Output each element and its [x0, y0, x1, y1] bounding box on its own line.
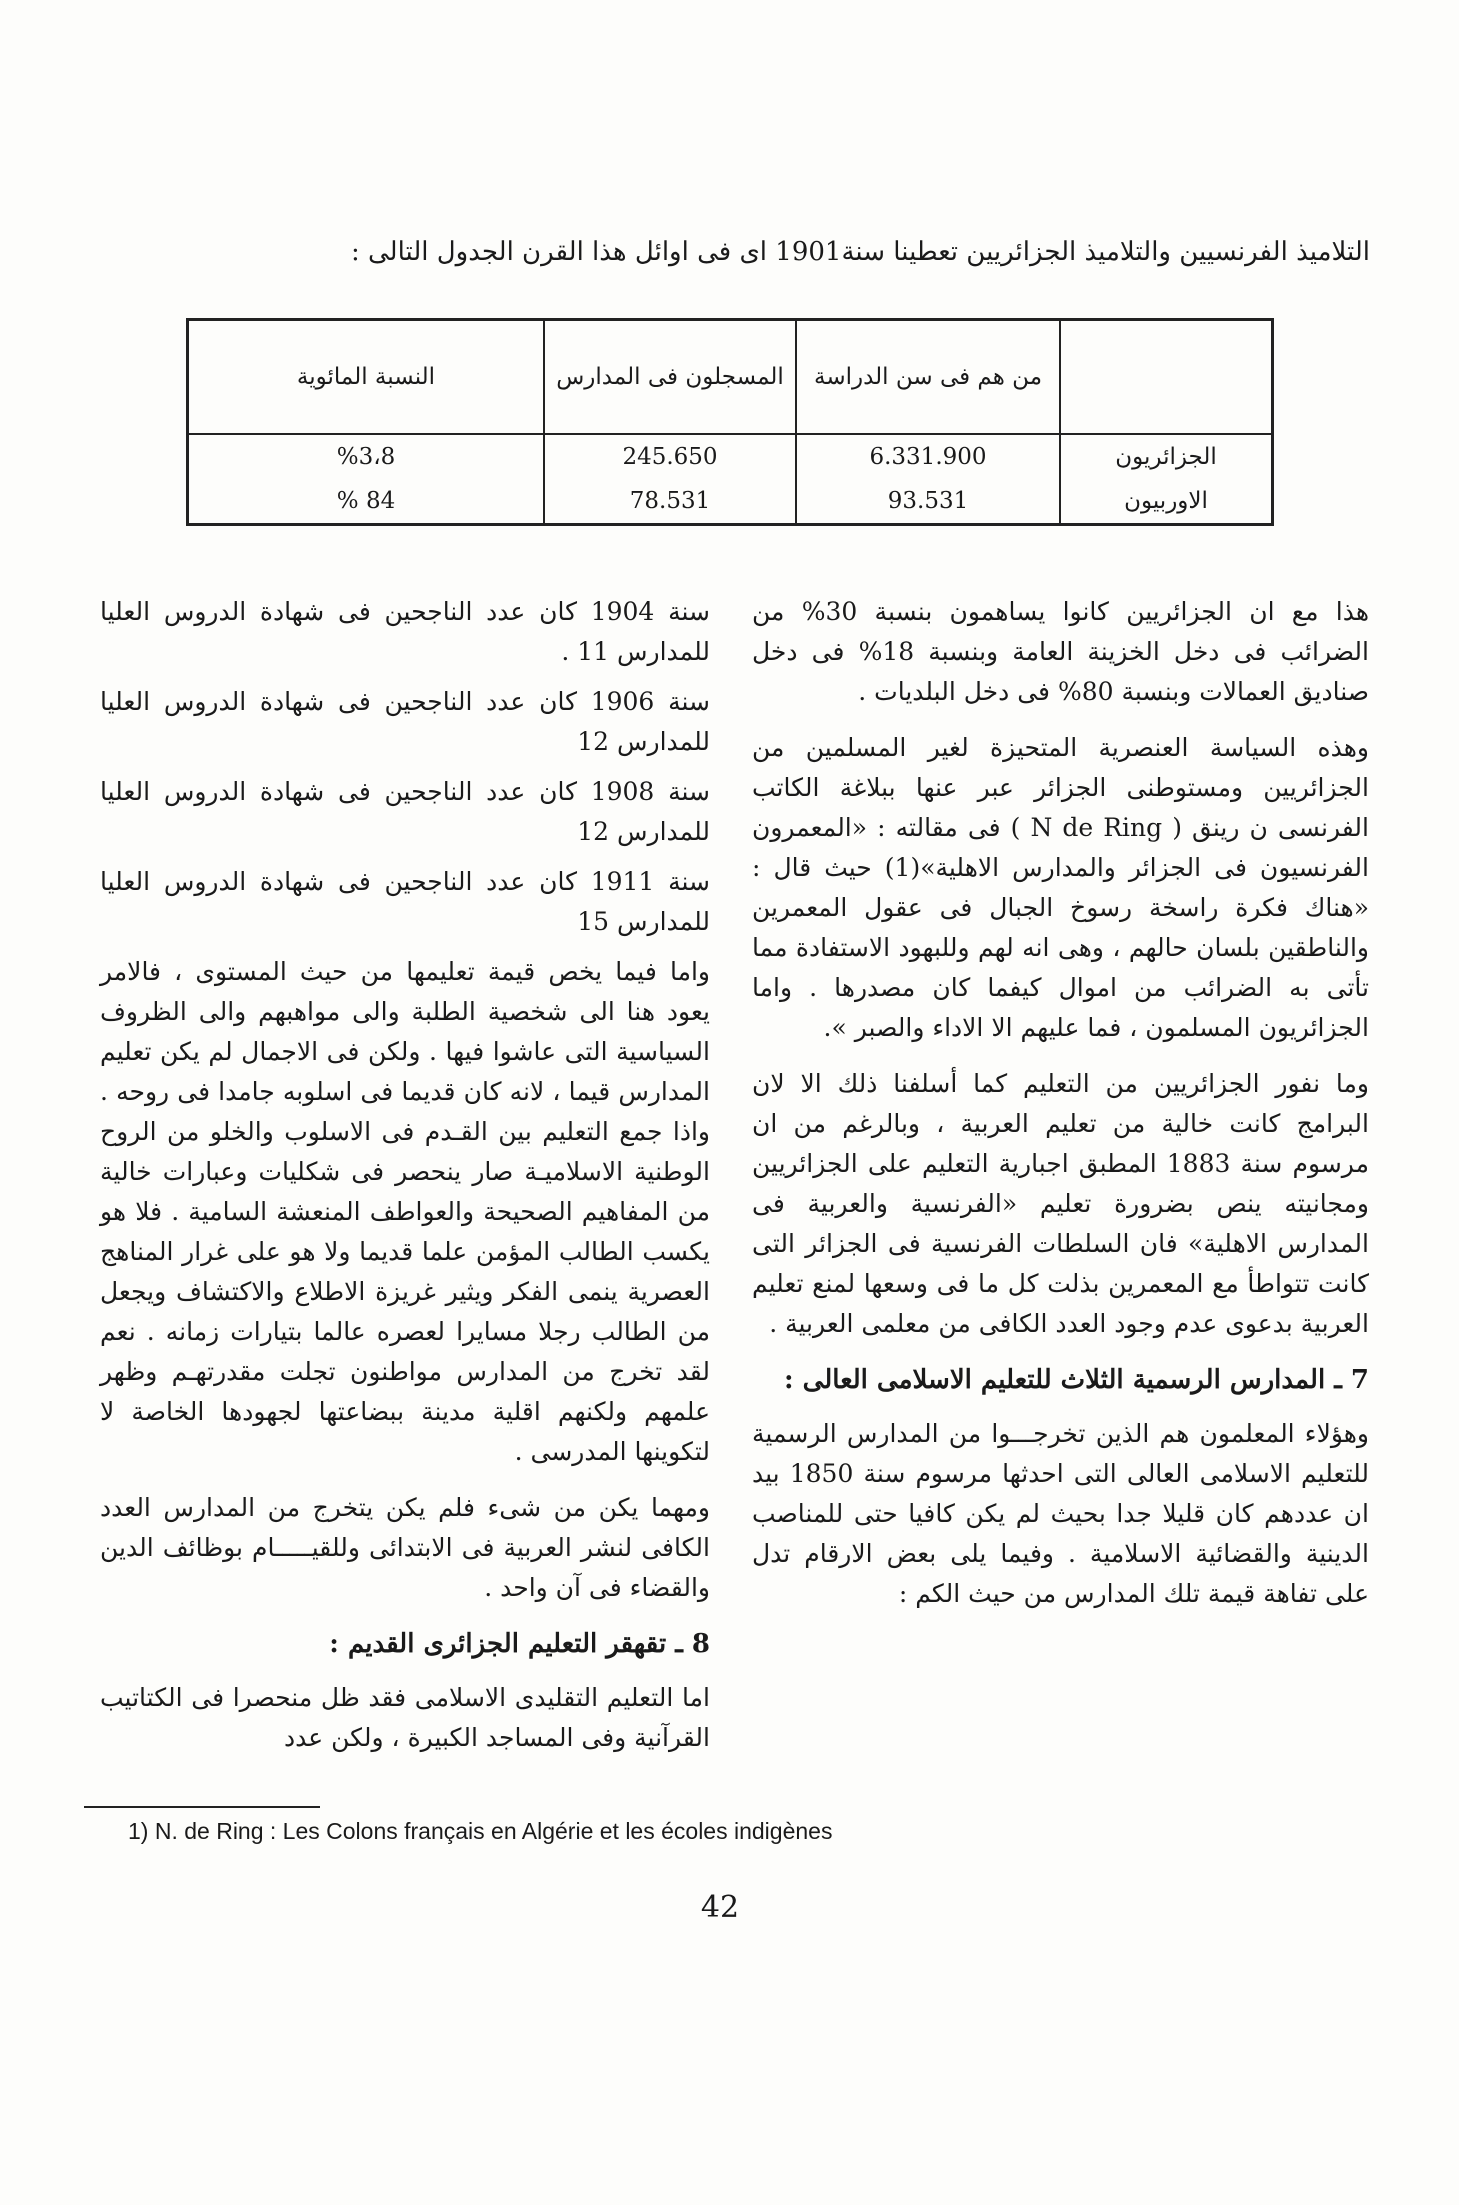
table-header-school-age: من هم فى سن الدراسة [796, 320, 1060, 435]
table-cell-percentage: %3،8 [188, 434, 545, 479]
list-item: سنة 1904 كان عدد الناجحين فى شهادة الدروس العليا للمدارس 11 . [100, 597, 710, 666]
paragraph: وهؤلاء المعلمون هم الذين تخرجـــوا من المدارس الرسمية للتعليم الاسلامى العالى التى احدثها مرسوم سنة 1850 بيد ان عددهم كان قليلا جدا بحيث لم يكن كافيا حتى للمناصب الدينية والقضائية الاسلامية . وفيما يلى بعض الارقام تدل على تفاهة قيمة تلك المدارس من حيث الكم : [752, 1419, 1370, 1608]
enrollment-table [186, 318, 1274, 526]
paragraph: وهذه السياسة العنصرية المتحيزة لغير المسلمين من الجزائريين ومستوطنى الجزائر عبر عنها ببلاغة الكاتب الفرنسى ن رينق ( N de Ring ) فى مقالته : «المعمرون الفرنسيون فى الجزائر والمدارس الاهلية»(1) حيث قال : «هناك فكرة راسخة رسوخ الجبال فى عقول المعمرين والناطقين بلسان حالهم ، وهى انه لهم وللبهود الاستفادة مما تأتى به الضرائب من اموال كيفما كان مصدرها . واما الجزائريون المسلمون ، فما عليهم الا الاداء والصبر ». [752, 733, 1369, 1042]
left-column [100, 592, 710, 1774]
table-header-percentage: النسبة المائوية [188, 320, 545, 435]
table-row [188, 479, 1273, 525]
table-header-enrolled: المسجلون فى المدارس [544, 320, 796, 435]
paragraph: اما التعليم التقليدى الاسلامى فقد ظل منحصرا فى الكتاتيب القرآنية وفى المساجد الكبيرة ، ولكن عدد [100, 1683, 710, 1752]
table-cell-group: الجزائريون [1060, 434, 1273, 479]
table-cell-enrolled: 245.650 [544, 434, 796, 479]
right-column [752, 592, 1369, 1630]
section-heading-7: 7 ـ المدارس الرسمية الثلاث للتعليم الاسلامى العالى : [784, 1365, 1369, 1395]
intro-line: التلاميذ الفرنسيين والتلاميذ الجزائريين تعطينا سنة1901 اى فى اوائل هذا القرن الجدول التالى : [350, 237, 1370, 267]
paragraph: هذا مع ان الجزائريين كانوا يساهمون بنسبة 30% من الضرائب فى دخل الخزينة العامة وبنسبة 18% فى دخل صناديق العمالات وبنسبة 80% فى دخل البلديات . [752, 597, 1370, 706]
paragraph: واما فيما يخص قيمة تعليمها من حيث المستوى ، فالامر يعود هنا الى شخصية الطلبة والى مواهبهم والى الظروف السياسية التى عاشوا فيها . ولكن فى الاجمال لم يكن تعليم المدارس قيما ، لانه كان قديما فى اسلوبه جامدا فى روحه . واذا جمع التعليم بين القـدم فى الاسلوب والخلو من الروح الوطنية الاسلاميـة صار ينحصر فى شكليات وعبارات خالية من المفاهيم الصحيحة والعواطف المنعشة السامية . فلا هو يكسب الطالب المؤمن علما قديما ولا هو على غرار المناهج العصرية ينمى الفكر ويثير غريزة الاطلاع والاكتشاف ويجعل من الطالب رجلا مسايرا لعصره عالما بتيارات زمانه . نعم لقد تخرج من المدارس مواطنون تجلت مقدرتهـم وظهر علمهم ولكنهم اقلية مدينة ببضاعتها لجهودها الخاصة لا لتكوينها المدرسى . [100, 957, 710, 1466]
list-item: سنة 1906 كان عدد الناجحين فى شهادة الدروس العليا للمدارس 12 [100, 687, 710, 756]
table-cell-enrolled: 78.531 [544, 479, 796, 525]
page-number: 42 [700, 1890, 740, 1925]
table-cell-group: الاوربيون [1060, 479, 1273, 525]
table-cell-school-age: 93.531 [796, 479, 1060, 525]
list-item: سنة 1911 كان عدد الناجحين فى شهادة الدروس العليا للمدارس 15 [100, 867, 710, 936]
footnote: 1) N. de Ring : Les Colons français en Algérie et les écoles indigènes [128, 1818, 833, 1844]
paragraph: وما نفور الجزائريين من التعليم كما أسلفنا ذلك الا لان البرامج كانت خالية من تعليم العربية ، وبالرغم من ان مرسوم سنة 1883 المطبق اجبارية التعليم على الجزائريين ومجانيته ينص بضرورة تعليم «الفرنسية والعربية فى المدارس الاهلية» فان السلطات الفرنسية فى الجزائر التى كانت تتواطأ مع المعمرين بذلت كل ما فى وسعها لمنع تعليم العربية بدعوى عدم وجود العدد الكافى من معلمى العربية . [752, 1069, 1369, 1338]
list-item: سنة 1908 كان عدد الناجحين فى شهادة الدروس العليا للمدارس 12 [100, 777, 710, 846]
table-row [188, 434, 1273, 479]
paragraph: ومهما يكن من شىء فلم يكن يتخرج من المدارس العدد الكافى لنشر العربية فى الابتدائى وللقيـــــام بوظائف الدين والقضاء فى آن واحد . [100, 1493, 710, 1602]
footnote-divider [84, 1806, 320, 1808]
section-heading-8: 8 ـ تقهقر التعليم الجزائرى القديم : [329, 1629, 710, 1659]
table-cell-school-age: 6.331.900 [796, 434, 1060, 479]
table-header-group [1060, 320, 1273, 435]
table-header-row [188, 320, 1273, 435]
table-cell-percentage: % 84 [188, 479, 545, 525]
